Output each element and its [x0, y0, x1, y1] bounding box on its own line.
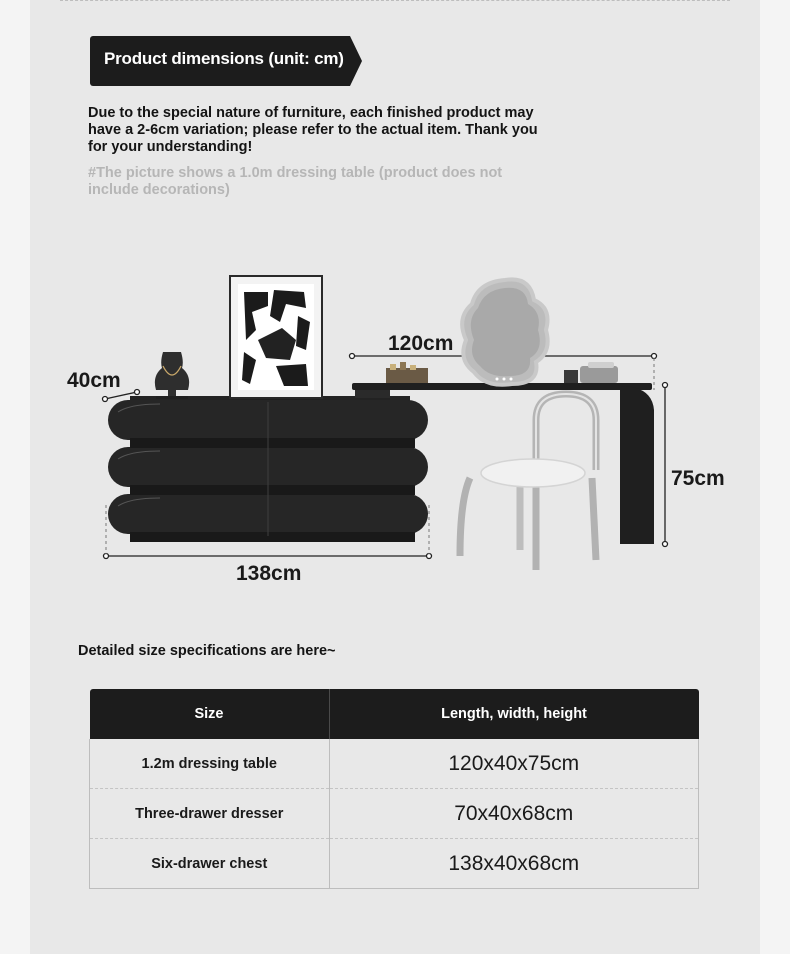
- table-header-row: [90, 689, 699, 739]
- table-row: [90, 739, 699, 789]
- table-row: [90, 839, 699, 889]
- height-dimension-label: 75cm: [671, 467, 725, 490]
- six-drawer-chest-icon: [108, 396, 428, 542]
- dimensions-cell: 138x40x68cm: [329, 839, 699, 889]
- picture-note: #The picture shows a 1.0m dressing table (product does not include decorations): [88, 165, 503, 198]
- necklace-stand-icon: [155, 352, 189, 399]
- size-cell: Six-drawer chest: [90, 839, 330, 889]
- table-length-dimension-label: 120cm: [388, 332, 454, 355]
- dimensions-cell: 120x40x75cm: [329, 739, 699, 789]
- variation-notice: Due to the special nature of furniture, each finished product may have a 2-6cm variation; please refer to the actual item. Thank you for your understanding!: [88, 105, 538, 155]
- size-spec-table: [89, 689, 699, 889]
- framed-art-icon: [230, 276, 322, 398]
- detail-specs-heading: Detailed size specifications are here~: [78, 643, 336, 659]
- dimensions-cell: 70x40x68cm: [329, 789, 699, 839]
- size-cell: Three-drawer dresser: [90, 789, 330, 839]
- chest-length-dimension-label: 138cm: [236, 562, 302, 585]
- size-cell: 1.2m dressing table: [90, 739, 330, 789]
- section-title: Product dimensions (unit: cm): [104, 49, 344, 68]
- depth-dimension-label: 40cm: [67, 369, 121, 392]
- chair-icon: [460, 394, 596, 570]
- column-header-dimensions: Length, width, height: [329, 689, 699, 739]
- column-header-size: Size: [90, 689, 330, 739]
- table-row: [90, 789, 699, 839]
